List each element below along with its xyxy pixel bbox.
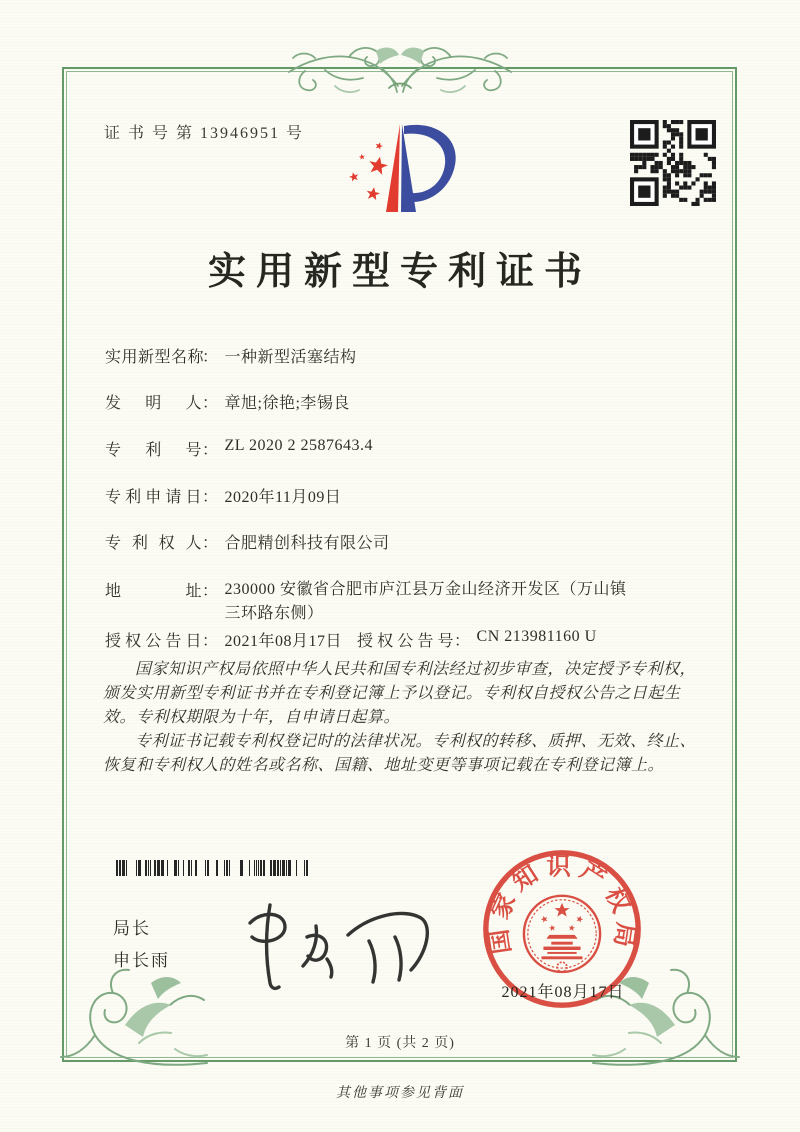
- field-value: CN 213981160 U: [476, 628, 597, 645]
- seal-ring-text: 国家知识产权局: [484, 853, 640, 956]
- field-value: 一种新型活塞结构: [224, 349, 357, 366]
- page-number: 第 1 页 (共 2 页): [345, 1036, 455, 1051]
- signer-title: 局长: [113, 919, 151, 938]
- director-signature: [228, 893, 443, 998]
- field-label: 地址: [105, 583, 202, 600]
- field-row-patent-number: [105, 437, 373, 460]
- field-row-address: [105, 578, 627, 626]
- back-side-note: 其他事项参见背面: [336, 1086, 464, 1101]
- cnipa-logo: [340, 112, 470, 220]
- certificate-title: 实用新型专利证书: [207, 251, 592, 293]
- field-value: 章旭;徐艳;李锡良: [224, 395, 350, 412]
- field-colon: ：: [202, 442, 219, 459]
- field-colon: ：: [202, 535, 219, 552]
- field-row-filing-date: [105, 484, 341, 507]
- field-label: 专利权人: [105, 535, 202, 552]
- field-label: 授权公告日: [105, 633, 202, 650]
- signer-name: 申长雨: [113, 951, 170, 970]
- field-row-utility-model-name: [105, 344, 357, 367]
- legal-paragraph-2: 专利证书记载专利权登记时的法律状况。专利权的转移、质押、无效、终止、恢复和专利权人的姓名或名称、国籍、地址变更等事项记载在专利登记簿上。: [103, 733, 697, 774]
- field-colon: ：: [202, 583, 219, 600]
- field-value: 2020年11月09日: [224, 489, 342, 506]
- field-label: 专利号: [105, 442, 202, 459]
- field-value: ZL 2020 2 2587643.4: [224, 437, 373, 454]
- field-colon: ：: [202, 349, 219, 366]
- field-value-line1: 230000 安徽省合肥市庐江县万金山经济开发区（万山镇: [224, 581, 627, 598]
- field-value-line2: 三环路东侧）: [224, 605, 324, 622]
- bottom-left-flourish-ornament: [55, 965, 215, 1075]
- field-colon: ：: [454, 633, 471, 650]
- field-colon: ：: [202, 489, 219, 506]
- certificate-number: 证 书 号 第 13946951 号: [104, 125, 305, 142]
- legal-text-block: [103, 658, 703, 778]
- field-value: 2021年08月17日: [224, 633, 343, 650]
- seal-date: 2021年08月17日: [501, 984, 625, 1001]
- field-grant-number: [357, 628, 597, 651]
- field-colon: ：: [202, 633, 219, 650]
- field-row-grant-publication: [105, 628, 597, 651]
- field-label: 专利申请日: [105, 489, 202, 506]
- field-label: 授权公告号: [357, 633, 454, 650]
- legal-paragraph-1: 国家知识产权局依照中华人民共和国专利法经过初步审查，决定授予专利权，颁发实用新型专利证书并在专利登记簿上予以登记。专利权自授权公告之日起生效。专利权期限为十年，自申请日起算。: [103, 661, 697, 726]
- field-label: 发明人: [105, 395, 202, 412]
- qr-code: [630, 120, 716, 206]
- field-colon: ：: [202, 395, 219, 412]
- field-row-inventors: [105, 390, 350, 413]
- field-value: 合肥精创科技有限公司: [224, 535, 390, 552]
- field-label: 实用新型名称: [105, 349, 205, 366]
- barcode: [113, 860, 311, 876]
- field-row-patentee: [105, 530, 390, 553]
- top-center-flourish-ornament: [285, 42, 515, 100]
